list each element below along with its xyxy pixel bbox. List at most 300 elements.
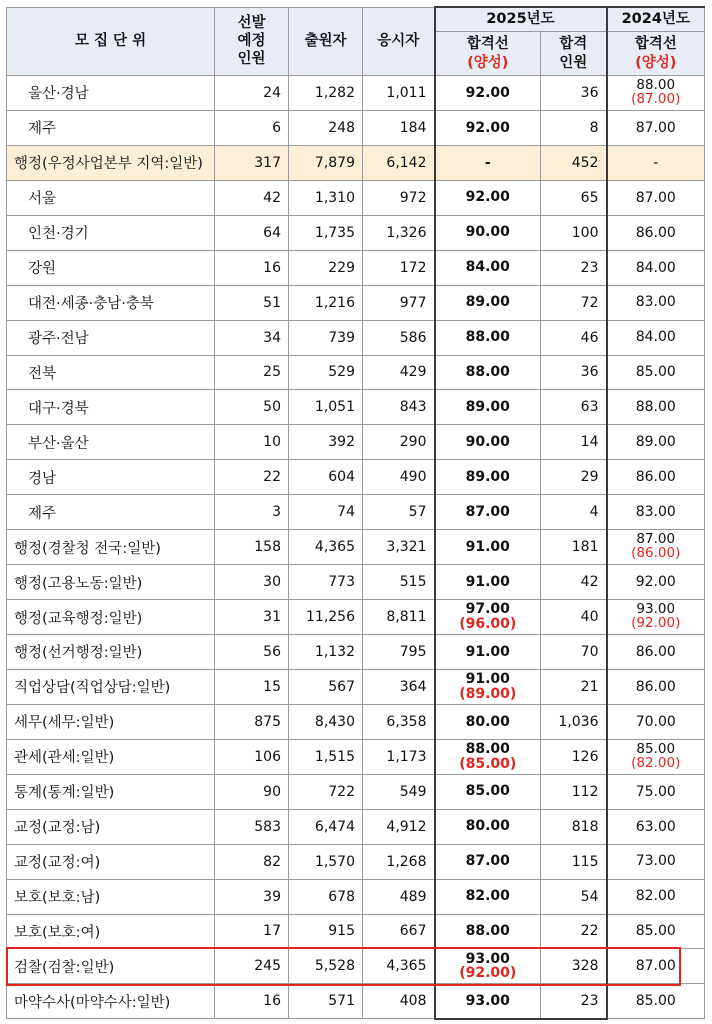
cell-pass-line-2025-value: - xyxy=(484,154,491,171)
header-pass-line-2024 xyxy=(607,32,705,76)
cell-pass-line-2024 xyxy=(607,460,705,495)
cell-pass-line-2024 xyxy=(607,565,705,600)
cell-pass-line-2024-value: - xyxy=(653,154,659,171)
cell-pass-line-2024 xyxy=(607,320,705,355)
cell-planned: 17 xyxy=(215,914,289,949)
cell-pass-line-2025 xyxy=(435,774,541,809)
cell-applicants: 529 xyxy=(289,355,363,390)
cell-pass-count-2025: 181 xyxy=(541,530,607,565)
cell-pass-count-2025: 63 xyxy=(541,390,607,425)
cell-examinees: 3,321 xyxy=(363,530,435,565)
cell-planned: 22 xyxy=(215,460,289,495)
table-row xyxy=(7,949,705,984)
table-row xyxy=(7,739,705,774)
cell-pass-line-2024-value: 82.00 xyxy=(635,888,676,905)
cell-pass-count-2025: 126 xyxy=(541,739,607,774)
cell-unit: 울산·경남 xyxy=(7,76,215,111)
cell-pass-count-2025: 328 xyxy=(541,949,607,984)
cell-pass-line-2024 xyxy=(607,495,705,530)
table-row xyxy=(7,704,705,739)
cell-planned: 15 xyxy=(215,669,289,704)
cell-pass-line-2025-value: 87.00 xyxy=(465,853,510,870)
cell-unit: 행정(고용노동:일반) xyxy=(7,565,215,600)
header-planned-line3: 인원 xyxy=(237,51,266,68)
cell-pass-line-2025 xyxy=(435,460,541,495)
table-row xyxy=(7,215,705,250)
table-row xyxy=(7,390,705,425)
cell-pass-line-2024-value: 86.00 xyxy=(635,643,676,660)
table-row xyxy=(7,844,705,879)
table-row xyxy=(7,600,705,635)
table-row xyxy=(7,879,705,914)
cell-pass-line-2024-value: 83.00 xyxy=(635,504,676,521)
cell-pass-line-2024 xyxy=(607,110,705,145)
cell-pass-line-2024 xyxy=(607,76,705,111)
cell-pass-line-2025 xyxy=(435,879,541,914)
cell-pass-line-2024 xyxy=(607,180,705,215)
cell-pass-line-2024-value: 86.00 xyxy=(635,678,676,695)
cell-examinees: 184 xyxy=(363,110,435,145)
cell-unit: 통계(통계:일반) xyxy=(7,774,215,809)
cell-examinees: 1,268 xyxy=(363,844,435,879)
cell-planned: 31 xyxy=(215,600,289,635)
cell-pass-count-2025: 23 xyxy=(541,250,607,285)
cell-pass-line-2025-value: 92.00 xyxy=(465,119,510,136)
cell-unit: 마약수사(마약수사:일반) xyxy=(7,984,215,1019)
cell-pass-line-2025 xyxy=(435,110,541,145)
cell-pass-line-2025 xyxy=(435,145,541,180)
cell-pass-line-2025-value: 80.00 xyxy=(465,818,510,835)
cell-applicants: 1,515 xyxy=(289,739,363,774)
cell-pass-line-2025-value: 88.00 xyxy=(465,741,510,758)
cell-unit: 보호(보호:남) xyxy=(7,879,215,914)
cell-unit: 경남 xyxy=(7,460,215,495)
cell-pass-line-2025-value: 97.00 xyxy=(465,601,510,618)
cell-examinees: 408 xyxy=(363,984,435,1019)
cell-pass-line-2024 xyxy=(607,809,705,844)
cell-pass-line-2024-value: 85.00 xyxy=(636,741,676,758)
cell-pass-line-2025-value: 87.00 xyxy=(465,503,510,520)
cell-pass-line-2025 xyxy=(435,215,541,250)
cell-pass-line-2025-value: 89.00 xyxy=(465,468,510,485)
cell-pass-line-2025 xyxy=(435,425,541,460)
header-planned-line2: 예정 xyxy=(237,33,266,50)
cell-examinees: 364 xyxy=(363,669,435,704)
header-year-2025: 2025년도 xyxy=(435,7,607,32)
cell-pass-line-2024-value: 75.00 xyxy=(635,783,676,800)
cell-planned: 875 xyxy=(215,704,289,739)
cell-pass-line-2025 xyxy=(435,600,541,635)
cell-applicants: 4,365 xyxy=(289,530,363,565)
cell-pass-line-2025 xyxy=(435,949,541,984)
cell-unit: 행정(교육행정:일반) xyxy=(7,600,215,635)
header-applicants: 출원자 xyxy=(289,7,363,76)
table-row xyxy=(7,495,705,530)
cell-pass-count-2025: 23 xyxy=(541,984,607,1019)
cell-unit: 부산·울산 xyxy=(7,425,215,460)
cell-examinees: 6,358 xyxy=(363,704,435,739)
cell-planned: 24 xyxy=(215,76,289,111)
cell-pass-count-2025: 8 xyxy=(541,110,607,145)
header-pass-line-2024-sub: (양성) xyxy=(635,54,677,71)
cell-unit: 인천·경기 xyxy=(7,215,215,250)
cell-pass-line-2025-value: 85.00 xyxy=(465,783,510,800)
cell-pass-line-2024 xyxy=(607,425,705,460)
cell-pass-line-2025 xyxy=(435,285,541,320)
cell-pass-line-2024 xyxy=(607,635,705,670)
cell-pass-line-2025 xyxy=(435,914,541,949)
table-row xyxy=(7,180,705,215)
cell-pass-line-2024-value: 93.00 xyxy=(636,601,676,618)
cell-planned: 10 xyxy=(215,425,289,460)
cell-pass-count-2025: 36 xyxy=(541,355,607,390)
header-pass-line-label: 합격선 xyxy=(466,36,509,53)
cell-planned: 158 xyxy=(215,530,289,565)
cell-examinees: 429 xyxy=(363,355,435,390)
cell-pass-line-2025 xyxy=(435,390,541,425)
cell-applicants: 229 xyxy=(289,250,363,285)
cell-planned: 3 xyxy=(215,495,289,530)
header-pass-count-line2: 인원 xyxy=(559,54,588,71)
cell-applicants: 1,051 xyxy=(289,390,363,425)
cell-examinees: 843 xyxy=(363,390,435,425)
cell-unit: 보호(보호:여) xyxy=(7,914,215,949)
cell-applicants: 1,310 xyxy=(289,180,363,215)
cell-pass-count-2025: 42 xyxy=(541,565,607,600)
cell-pass-count-2025: 40 xyxy=(541,600,607,635)
cell-examinees: 977 xyxy=(363,285,435,320)
cell-pass-line-2025-value: 93.00 xyxy=(465,950,510,967)
cell-pass-line-2024-value: 63.00 xyxy=(635,818,676,835)
cell-unit: 제주 xyxy=(7,495,215,530)
cell-pass-line-2025-alt-value: (85.00) xyxy=(459,755,517,772)
table-row xyxy=(7,110,705,145)
cell-pass-line-2025-value: 89.00 xyxy=(465,294,510,311)
cell-pass-line-2024 xyxy=(607,949,705,984)
results-table-container xyxy=(6,6,705,1020)
cell-examinees: 172 xyxy=(363,250,435,285)
cell-pass-line-2024 xyxy=(607,215,705,250)
table-row xyxy=(7,460,705,495)
cell-pass-line-2025 xyxy=(435,250,541,285)
cell-pass-count-2025: 46 xyxy=(541,320,607,355)
header-pass-line-2024-label: 합격선 xyxy=(634,36,677,53)
cell-unit: 전북 xyxy=(7,355,215,390)
cell-pass-count-2025: 1,036 xyxy=(541,704,607,739)
cell-pass-line-2025 xyxy=(435,76,541,111)
cell-pass-line-2024-value: 70.00 xyxy=(635,713,676,730)
header-year-2024: 2024년도 xyxy=(607,7,705,32)
cell-unit: 행정(우정사업본부 지역:일반) xyxy=(7,145,215,180)
cell-pass-line-2024 xyxy=(607,530,705,565)
cell-pass-line-2024 xyxy=(607,600,705,635)
cell-pass-line-2025 xyxy=(435,844,541,879)
cell-applicants: 604 xyxy=(289,460,363,495)
cell-examinees: 667 xyxy=(363,914,435,949)
cell-examinees: 57 xyxy=(363,495,435,530)
cell-pass-line-2024-value: 86.00 xyxy=(635,224,676,241)
header-planned xyxy=(215,7,289,76)
cell-applicants: 7,879 xyxy=(289,145,363,180)
cell-pass-line-2024 xyxy=(607,984,705,1019)
table-row xyxy=(7,914,705,949)
cell-applicants: 773 xyxy=(289,565,363,600)
cell-pass-line-2024-value: 89.00 xyxy=(635,434,676,451)
header-planned-line1: 선발 xyxy=(237,15,266,32)
cell-pass-line-2025-value: 80.00 xyxy=(465,713,510,730)
cell-planned: 34 xyxy=(215,320,289,355)
cell-pass-count-2025: 14 xyxy=(541,425,607,460)
cell-examinees: 1,173 xyxy=(363,739,435,774)
header-pass-count-2025 xyxy=(541,32,607,76)
cell-pass-line-2025 xyxy=(435,739,541,774)
cell-pass-line-2024-alt-value: (92.00) xyxy=(631,615,681,632)
cell-pass-line-2025 xyxy=(435,669,541,704)
cell-pass-line-2024 xyxy=(607,390,705,425)
cell-pass-line-2025 xyxy=(435,635,541,670)
cell-planned: 42 xyxy=(215,180,289,215)
cell-pass-line-2024 xyxy=(607,844,705,879)
cell-applicants: 571 xyxy=(289,984,363,1019)
cell-pass-line-2025 xyxy=(435,180,541,215)
cell-planned: 106 xyxy=(215,739,289,774)
cell-planned: 82 xyxy=(215,844,289,879)
cell-pass-line-2025-value: 91.00 xyxy=(465,643,510,660)
cell-pass-line-2024 xyxy=(607,669,705,704)
cell-pass-count-2025: 54 xyxy=(541,879,607,914)
cell-applicants: 1,132 xyxy=(289,635,363,670)
cell-pass-line-2025-value: 91.00 xyxy=(465,538,510,555)
cell-pass-count-2025: 115 xyxy=(541,844,607,879)
cell-pass-line-2025-value: 91.00 xyxy=(465,573,510,590)
cell-pass-line-2024-value: 73.00 xyxy=(635,853,676,870)
table-row xyxy=(7,250,705,285)
cell-pass-line-2025-alt-value: (96.00) xyxy=(459,616,517,633)
cell-unit: 교정(교정:여) xyxy=(7,844,215,879)
table-row xyxy=(7,530,705,565)
cell-planned: 317 xyxy=(215,145,289,180)
cell-unit: 광주·전남 xyxy=(7,320,215,355)
results-table xyxy=(6,6,705,1020)
cell-pass-line-2025-value: 89.00 xyxy=(465,399,510,416)
cell-unit: 강원 xyxy=(7,250,215,285)
cell-pass-line-2025-value: 91.00 xyxy=(465,671,510,688)
cell-pass-line-2024 xyxy=(607,774,705,809)
cell-pass-line-2024-value: 88.00 xyxy=(636,77,676,94)
cell-examinees: 4,912 xyxy=(363,809,435,844)
cell-pass-line-2024-value: 87.00 xyxy=(636,531,676,548)
cell-planned: 16 xyxy=(215,984,289,1019)
header-unit: 모 집 단 위 xyxy=(7,7,215,76)
cell-pass-line-2025-value: 90.00 xyxy=(465,434,510,450)
cell-applicants: 6,474 xyxy=(289,809,363,844)
cell-pass-line-2025 xyxy=(435,530,541,565)
cell-pass-line-2025-value: 92.00 xyxy=(465,84,510,101)
cell-examinees: 586 xyxy=(363,320,435,355)
cell-examinees: 8,811 xyxy=(363,600,435,635)
cell-pass-line-2025 xyxy=(435,355,541,390)
header-pass-count-line1: 합격 xyxy=(559,36,588,53)
cell-pass-line-2024-value: 86.00 xyxy=(635,469,676,486)
cell-examinees: 515 xyxy=(363,565,435,600)
table-row xyxy=(7,355,705,390)
cell-applicants: 392 xyxy=(289,425,363,460)
cell-pass-line-2024-value: 87.00 xyxy=(635,119,676,136)
cell-planned: 30 xyxy=(215,565,289,600)
cell-pass-count-2025: 70 xyxy=(541,635,607,670)
cell-pass-line-2025-value: 92.00 xyxy=(465,189,510,206)
cell-pass-line-2024 xyxy=(607,704,705,739)
table-row xyxy=(7,635,705,670)
cell-pass-line-2024 xyxy=(607,914,705,949)
table-row xyxy=(7,285,705,320)
cell-pass-line-2025-value: 88.00 xyxy=(465,364,510,381)
table-row xyxy=(7,320,705,355)
cell-pass-count-2025: 112 xyxy=(541,774,607,809)
header-pass-line-2025 xyxy=(435,32,541,76)
cell-pass-line-2025 xyxy=(435,809,541,844)
table-row xyxy=(7,565,705,600)
cell-pass-line-2024 xyxy=(607,739,705,774)
cell-planned: 583 xyxy=(215,809,289,844)
cell-pass-line-2025-value: 84.00 xyxy=(465,259,510,276)
cell-examinees: 1,011 xyxy=(363,76,435,111)
table-row xyxy=(7,809,705,844)
cell-applicants: 8,430 xyxy=(289,704,363,739)
cell-examinees: 972 xyxy=(363,180,435,215)
cell-planned: 25 xyxy=(215,355,289,390)
cell-pass-line-2025-value: 82.00 xyxy=(465,888,510,905)
cell-examinees: 489 xyxy=(363,879,435,914)
cell-pass-line-2025 xyxy=(435,565,541,600)
table-row xyxy=(7,669,705,704)
cell-pass-count-2025: 65 xyxy=(541,180,607,215)
cell-pass-line-2025 xyxy=(435,704,541,739)
cell-examinees: 490 xyxy=(363,460,435,495)
table-header xyxy=(7,7,705,76)
cell-applicants: 74 xyxy=(289,495,363,530)
table-row xyxy=(7,774,705,809)
cell-unit: 교정(교정:남) xyxy=(7,809,215,844)
cell-examinees: 1,326 xyxy=(363,215,435,250)
cell-applicants: 5,528 xyxy=(289,949,363,984)
table-row xyxy=(7,984,705,1019)
header-pass-line-sub: (양성) xyxy=(467,54,509,71)
cell-unit: 행정(선거행정:일반) xyxy=(7,635,215,670)
cell-applicants: 1,570 xyxy=(289,844,363,879)
cell-pass-line-2025-value: 90.00 xyxy=(465,224,510,241)
table-row xyxy=(7,76,705,111)
cell-planned: 39 xyxy=(215,879,289,914)
cell-planned: 64 xyxy=(215,215,289,250)
cell-pass-line-2025-alt-value: (89.00) xyxy=(459,685,517,702)
cell-pass-line-2024 xyxy=(607,879,705,914)
cell-pass-count-2025: 452 xyxy=(541,145,607,180)
cell-pass-line-2024 xyxy=(607,285,705,320)
cell-pass-line-2024 xyxy=(607,250,705,285)
cell-planned: 50 xyxy=(215,390,289,425)
cell-pass-line-2024-value: 85.00 xyxy=(635,993,676,1010)
cell-examinees: 4,365 xyxy=(363,949,435,984)
table-row xyxy=(7,145,705,180)
cell-pass-count-2025: 818 xyxy=(541,809,607,844)
cell-pass-line-2024-alt-value: (82.00) xyxy=(631,754,681,771)
table-body xyxy=(7,76,705,1019)
cell-pass-count-2025: 36 xyxy=(541,76,607,111)
cell-pass-line-2025 xyxy=(435,320,541,355)
cell-pass-line-2024-value: 84.00 xyxy=(635,259,676,276)
cell-pass-line-2024-alt-value: (86.00) xyxy=(631,545,681,562)
cell-unit: 검찰(검찰:일반) xyxy=(7,949,215,984)
cell-pass-line-2025-value: 88.00 xyxy=(465,329,510,346)
table-row xyxy=(7,425,705,460)
cell-applicants: 1,216 xyxy=(289,285,363,320)
cell-pass-line-2024 xyxy=(607,145,705,180)
cell-pass-count-2025: 22 xyxy=(541,914,607,949)
cell-unit: 대구·경북 xyxy=(7,390,215,425)
cell-pass-line-2024-alt-value: (87.00) xyxy=(631,90,681,107)
cell-pass-line-2024 xyxy=(607,355,705,390)
cell-planned: 90 xyxy=(215,774,289,809)
cell-planned: 16 xyxy=(215,250,289,285)
cell-applicants: 1,282 xyxy=(289,76,363,111)
cell-examinees: 549 xyxy=(363,774,435,809)
cell-unit: 관세(관세:일반) xyxy=(7,739,215,774)
cell-pass-line-2024-value: 85.00 xyxy=(635,364,676,381)
cell-unit: 직업상담(직업상담:일반) xyxy=(7,669,215,704)
cell-unit: 제주 xyxy=(7,110,215,145)
cell-examinees: 6,142 xyxy=(363,145,435,180)
cell-unit: 서울 xyxy=(7,180,215,215)
cell-pass-line-2024-value: 83.00 xyxy=(635,294,676,311)
header-examinees: 응시자 xyxy=(363,7,435,76)
cell-pass-line-2025-value: 93.00 xyxy=(465,992,510,1009)
cell-applicants: 915 xyxy=(289,914,363,949)
cell-applicants: 1,735 xyxy=(289,215,363,250)
cell-pass-count-2025: 72 xyxy=(541,285,607,320)
cell-pass-line-2024-value: 87.00 xyxy=(635,958,676,975)
cell-unit: 대전·세종·충남·충북 xyxy=(7,285,215,320)
cell-pass-line-2024-value: 87.00 xyxy=(635,189,676,206)
cell-pass-line-2024-value: 84.00 xyxy=(635,329,676,346)
cell-applicants: 739 xyxy=(289,320,363,355)
cell-planned: 51 xyxy=(215,285,289,320)
cell-pass-line-2024-value: 92.00 xyxy=(635,573,676,590)
cell-unit: 행정(경찰청 전국:일반) xyxy=(7,530,215,565)
cell-planned: 6 xyxy=(215,110,289,145)
cell-pass-line-2024-value: 88.00 xyxy=(635,399,676,416)
cell-examinees: 290 xyxy=(363,425,435,460)
cell-applicants: 567 xyxy=(289,669,363,704)
cell-pass-count-2025: 21 xyxy=(541,669,607,704)
cell-pass-line-2025-value: 88.00 xyxy=(465,923,510,940)
cell-pass-line-2025 xyxy=(435,984,541,1019)
cell-unit: 세무(세무:일반) xyxy=(7,704,215,739)
cell-planned: 245 xyxy=(215,949,289,984)
cell-planned: 56 xyxy=(215,635,289,670)
cell-pass-count-2025: 100 xyxy=(541,215,607,250)
cell-pass-count-2025: 29 xyxy=(541,460,607,495)
cell-applicants: 722 xyxy=(289,774,363,809)
cell-pass-line-2024-value: 85.00 xyxy=(635,923,676,940)
cell-examinees: 795 xyxy=(363,635,435,670)
cell-pass-count-2025: 4 xyxy=(541,495,607,530)
cell-applicants: 248 xyxy=(289,110,363,145)
cell-pass-line-2025-alt-value: (92.00) xyxy=(459,965,517,982)
cell-applicants: 678 xyxy=(289,879,363,914)
cell-pass-line-2025 xyxy=(435,495,541,530)
cell-applicants: 11,256 xyxy=(289,600,363,635)
